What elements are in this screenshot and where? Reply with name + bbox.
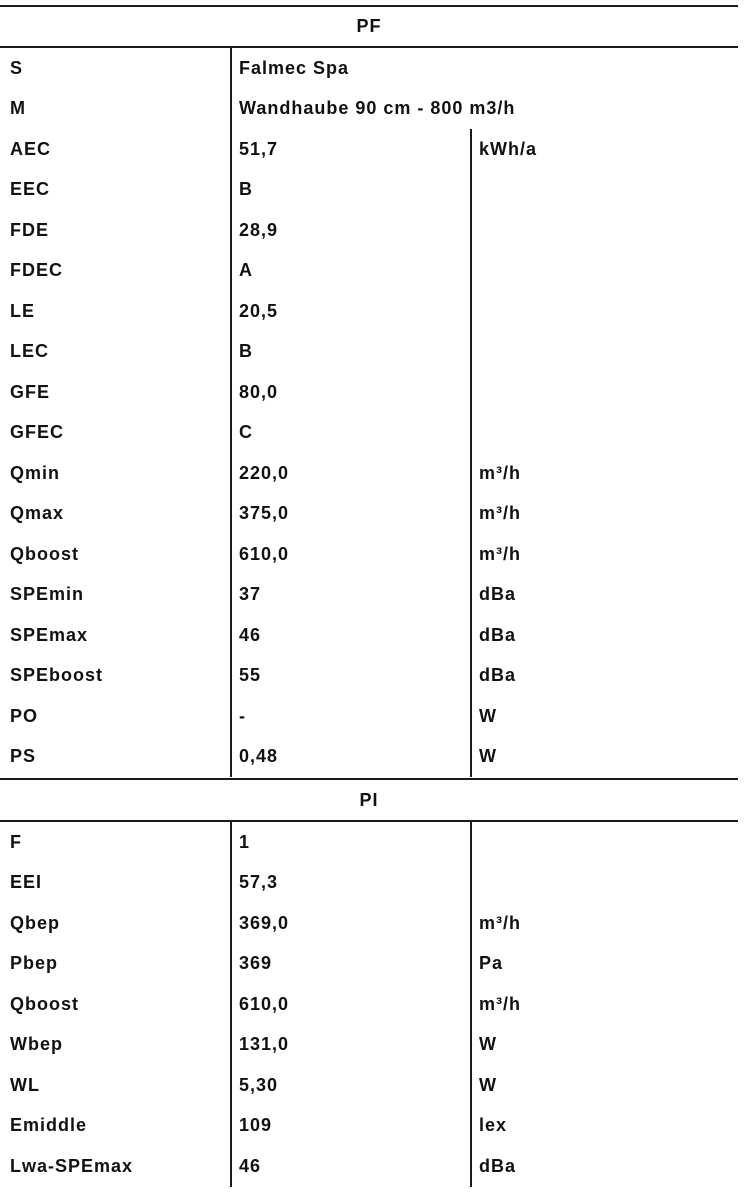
table-row [0, 48, 738, 89]
table-row [0, 372, 738, 413]
row-value: 375,0 [232, 494, 472, 535]
row-label: SPEboost [0, 656, 232, 697]
row-label: M [0, 89, 232, 130]
row-unit: m³/h [479, 912, 521, 933]
row-label: FDE [0, 210, 232, 251]
row-unit: dBa [479, 624, 517, 645]
table-row [0, 534, 738, 575]
row-label: AEC [0, 129, 232, 170]
row-unit: m³/h [479, 462, 521, 483]
row-value: 80,0 [232, 372, 472, 413]
table-row [0, 863, 738, 904]
row-unit [472, 170, 738, 211]
row-label: SPEmax [0, 615, 232, 656]
row-unit [472, 372, 738, 413]
row-label: SPEmin [0, 575, 232, 616]
row-label: Qmin [0, 453, 232, 494]
row-value: 20,5 [232, 291, 472, 332]
table-row [0, 575, 738, 616]
row-value: Wandhaube 90 cm - 800 m3/h [239, 98, 516, 119]
row-label: Emiddle [0, 1106, 232, 1147]
row-value: Falmec Spa [239, 57, 350, 78]
row-label: LE [0, 291, 232, 332]
table-row [0, 1146, 738, 1187]
table-row [0, 1106, 738, 1147]
row-unit: dBa [479, 665, 517, 686]
row-unit [472, 291, 738, 332]
row-label: EEI [0, 863, 232, 904]
row-value: 37 [232, 575, 472, 616]
row-label: PS [0, 737, 232, 778]
row-label: FDEC [0, 251, 232, 292]
table-row [0, 1025, 738, 1066]
row-unit [472, 413, 738, 454]
table-row [0, 984, 738, 1025]
row-unit: m³/h [479, 993, 521, 1014]
row-value: 57,3 [232, 863, 472, 904]
row-unit: dBa [479, 584, 517, 605]
row-unit: Pa [479, 953, 504, 974]
row-value: 5,30 [232, 1065, 472, 1106]
table-row [0, 615, 738, 656]
row-unit [472, 332, 738, 373]
table-row [0, 251, 738, 292]
row-label: WL [0, 1065, 232, 1106]
table-row [0, 89, 738, 130]
pi-table [0, 822, 738, 1187]
row-unit: W [479, 1074, 497, 1095]
divider [0, 5, 738, 7]
row-label: GFE [0, 372, 232, 413]
table-row [0, 656, 738, 697]
row-unit [472, 251, 738, 292]
row-value: B [232, 332, 472, 373]
row-value: 131,0 [232, 1025, 472, 1066]
table-row [0, 944, 738, 985]
table-row [0, 696, 738, 737]
row-label: Pbep [0, 944, 232, 985]
section-title-pi: PI [359, 790, 379, 810]
row-label: EEC [0, 170, 232, 211]
row-unit: W [479, 746, 497, 767]
row-value: 46 [232, 615, 472, 656]
table-row [0, 170, 738, 211]
row-unit: lex [479, 1115, 508, 1136]
row-value: 610,0 [232, 534, 472, 575]
section-title-pf: PF [356, 16, 382, 36]
row-label: S [0, 48, 232, 89]
table-row [0, 903, 738, 944]
table-row [0, 822, 738, 863]
row-value: 369 [232, 944, 472, 985]
row-unit: W [479, 1034, 497, 1055]
table-row [0, 453, 738, 494]
table-row [0, 494, 738, 535]
row-value: 28,9 [232, 210, 472, 251]
row-label: Lwa-SPEmax [0, 1146, 232, 1187]
row-value: 610,0 [232, 984, 472, 1025]
row-unit: m³/h [479, 503, 521, 524]
row-value: A [232, 251, 472, 292]
row-unit [472, 210, 738, 251]
row-value: 1 [232, 822, 472, 863]
row-label: Qbep [0, 903, 232, 944]
row-unit [472, 863, 738, 904]
table-row [0, 1065, 738, 1106]
row-unit: m³/h [479, 543, 521, 564]
row-unit [472, 822, 738, 863]
row-value: 369,0 [232, 903, 472, 944]
row-value: 55 [232, 656, 472, 697]
row-label: Qmax [0, 494, 232, 535]
table-row [0, 413, 738, 454]
row-label: LEC [0, 332, 232, 373]
row-value: 220,0 [232, 453, 472, 494]
table-row [0, 332, 738, 373]
divider [0, 778, 738, 780]
row-value: B [232, 170, 472, 211]
row-value: - [232, 696, 472, 737]
row-value: 0,48 [232, 737, 472, 778]
table-row [0, 210, 738, 251]
row-label: Wbep [0, 1025, 232, 1066]
row-value: 51,7 [232, 129, 472, 170]
row-label: Qboost [0, 534, 232, 575]
row-value: 109 [232, 1106, 472, 1147]
row-label: Qboost [0, 984, 232, 1025]
row-label: PO [0, 696, 232, 737]
table-row [0, 129, 738, 170]
table-row [0, 737, 738, 778]
row-label: F [0, 822, 232, 863]
table-row [0, 291, 738, 332]
row-unit: dBa [479, 1155, 517, 1176]
row-value: C [232, 413, 472, 454]
row-unit: W [479, 705, 497, 726]
row-label: GFEC [0, 413, 232, 454]
row-unit: kWh/a [479, 138, 538, 159]
pf-table [0, 48, 738, 777]
row-value: 46 [232, 1146, 472, 1187]
